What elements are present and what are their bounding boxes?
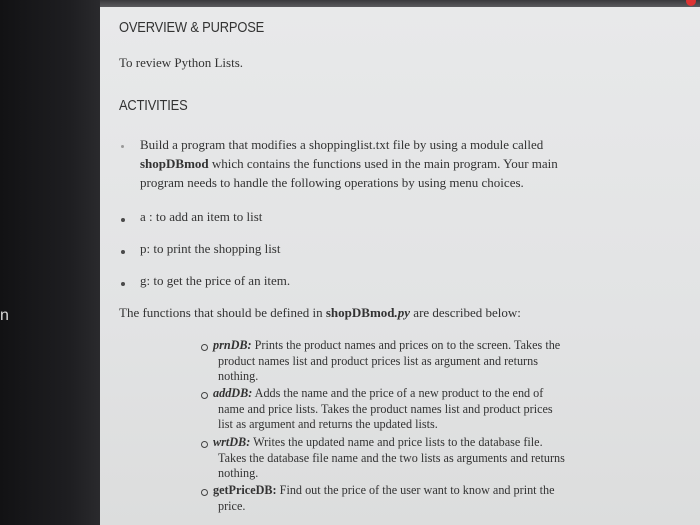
notification-dot-icon: [686, 0, 696, 6]
background-left-strip: [0, 0, 100, 525]
function-desc-line: Adds the name and the price of a new product to the end of: [254, 386, 544, 400]
browser-tab-strip: [100, 0, 700, 7]
function-getpricedb: [213, 483, 613, 514]
function-adddb: [213, 386, 613, 433]
bullet-dot: [121, 282, 125, 286]
functions-intro: [119, 303, 679, 322]
function-desc-line: product names list and product prices list as argument and returns: [218, 353, 538, 368]
menu-item-print: p: to print the shopping list: [140, 241, 281, 256]
stray-text: n: [0, 307, 9, 324]
sub-bullet-circle: [201, 441, 208, 448]
intro-line-3: program needs to handle the following operations by using menu choices.: [140, 175, 524, 190]
sub-bullet-circle: [201, 489, 208, 496]
menu-item-get-price: g: to get the price of an item.: [140, 273, 291, 288]
sub-bullet-circle: [201, 392, 208, 399]
function-prndb: [213, 338, 613, 385]
functions-intro-text: The functions that should be defined in: [119, 305, 323, 320]
menu-item-add: a : to add an item to list: [140, 209, 263, 224]
bullet-dot: [121, 250, 125, 254]
function-desc-line: Find out the price of the user want to know and print the: [279, 483, 555, 497]
function-desc-line: nothing.: [218, 466, 259, 480]
function-name: prnDB:: [213, 338, 252, 352]
function-name: getPriceDB:: [213, 483, 277, 497]
intro-line-1: Build a program that modifies a shoppinglist.txt file by using a module called: [140, 137, 544, 152]
sub-bullet-circle: [201, 344, 208, 351]
function-name: addDB:: [213, 386, 253, 400]
module-name: shopDBmod: [140, 156, 209, 171]
bullet-dot: [121, 145, 124, 148]
functions-module-ext: .py: [394, 305, 411, 320]
function-desc-line: price.: [218, 498, 246, 513]
activities-intro: [140, 135, 610, 192]
bullet-dot: [121, 218, 125, 222]
functions-intro-text-end: are described below:: [413, 305, 521, 320]
intro-line-2: which contains the functions used in the main program. Your main: [211, 156, 558, 171]
activities-heading: ACTIVITIES: [119, 97, 188, 114]
function-desc-line: list as argument and returns the updated lists.: [218, 417, 438, 431]
overview-text: To review Python Lists.: [119, 55, 244, 70]
function-desc-line: Writes the updated name and price lists to the database file.: [253, 435, 543, 449]
function-desc-line: name and price lists. Takes the product names list and product prices: [218, 401, 553, 416]
function-wrtdb: [213, 435, 613, 482]
overview-heading: OVERVIEW & PURPOSE: [119, 19, 265, 36]
function-desc-line: nothing.: [218, 369, 259, 383]
function-name: wrtDB:: [213, 435, 251, 449]
function-desc-line: Prints the product names and prices on to the screen. Takes the: [254, 338, 561, 352]
document-page: [100, 7, 700, 525]
function-desc-line: Takes the database file name and the two lists as arguments and returns: [218, 450, 565, 465]
functions-module-name: shopDBmod: [325, 305, 395, 320]
